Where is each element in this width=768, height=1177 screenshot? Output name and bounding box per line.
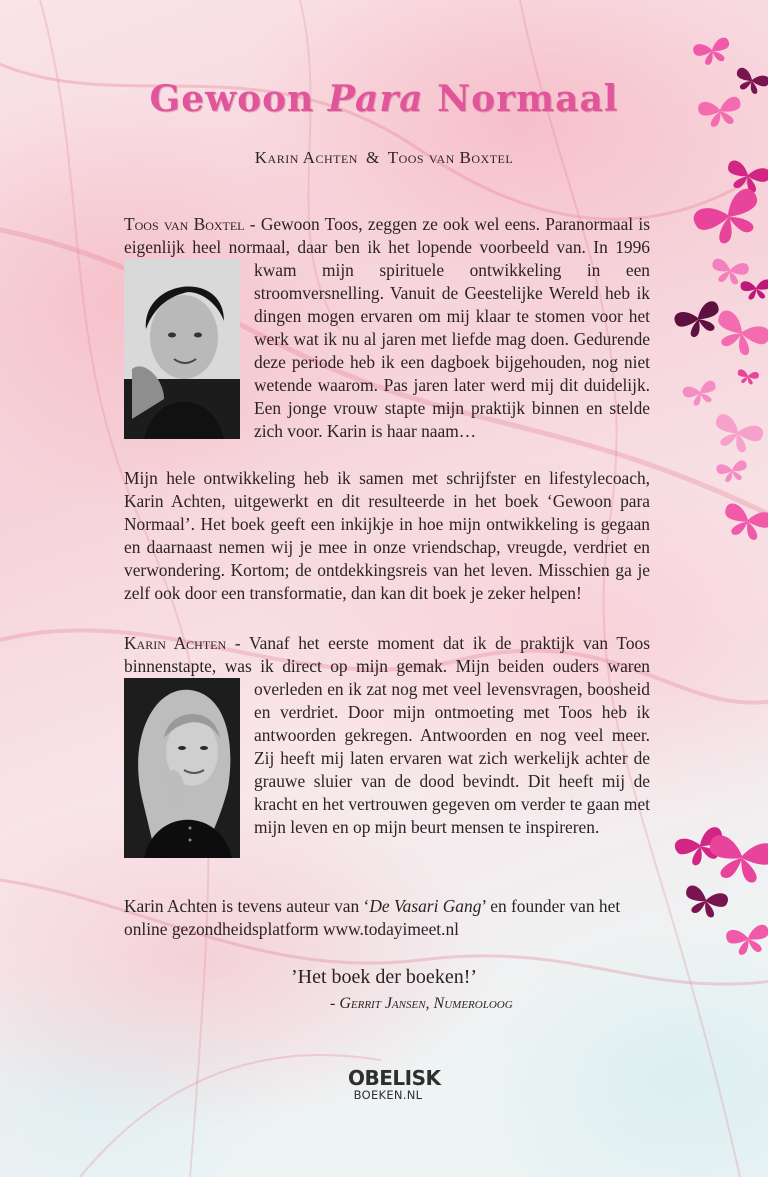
section-development bbox=[124, 467, 650, 605]
author-karin: Karin Achten bbox=[254, 148, 358, 167]
title-gewoon: Gewoon bbox=[149, 78, 315, 120]
quote-attribution: - Gerrit Jansen, Numeroloog bbox=[330, 995, 513, 1012]
book-title: De Vasari Gang bbox=[369, 896, 482, 916]
quote-text: ’Het boek der boeken!’ bbox=[290, 966, 478, 988]
page-title bbox=[0, 78, 768, 120]
toos-paragraph bbox=[124, 213, 650, 443]
photo-karin bbox=[124, 678, 240, 858]
author-note-end: ’ en founder van het online gezondheidsplatform www.todayimeet.nl bbox=[124, 896, 621, 939]
ampersand: & bbox=[365, 148, 380, 167]
author-note bbox=[124, 895, 650, 941]
logo-main: OBELISK bbox=[348, 1066, 441, 1090]
photo-toos bbox=[124, 259, 240, 439]
authors-line bbox=[0, 148, 768, 168]
logo-sub: BOEKEN.NL bbox=[353, 1088, 423, 1102]
toos-name-label: Toos van Boxtel bbox=[124, 214, 245, 234]
karin-paragraph bbox=[124, 632, 650, 839]
section-karin bbox=[124, 632, 650, 860]
author-toos: Toos van Boxtel bbox=[387, 148, 514, 167]
section-toos-text bbox=[124, 213, 650, 443]
karin-name-label: Karin Achten bbox=[124, 633, 227, 653]
section-author-note bbox=[124, 895, 650, 941]
author-note-start: Karin Achten is tevens auteur van ‘ bbox=[124, 896, 370, 916]
title-normaal: Normaal bbox=[437, 78, 619, 120]
toos-text: - Gewoon Toos, zeggen ze ook wel eens. Paranormaal is eigenlijk heel normaal, daar ben ik het lopende voorbeeld van. In 1996 kwam mijn spirituele ontwikkeling in een stroomversnelling. Vanuit de Geestelijke Wereld heb ik dingen mogen ervaren om mij klaar te stomen voor het werk wat ik nu al jaren met liefde mag doen. Gedurende deze periode heb ik een dagboek bijgehouden, nog niet wetende waarom. Pas jaren later werd mij dit duidelijk. Een jonge vrouw stapte mijn praktijk binnen en stelde zich voor. Karin is haar naam… bbox=[124, 214, 650, 441]
karin-text: - Vanaf het eerste moment dat ik de praktijk van Toos binnenstapte, was ik direct op mijn gemak. Mijn beiden ouders waren overleden en ik zat nog met veel levensvragen, boosheid en verdriet. Door mijn ontmoeting met Toos heb ik antwoorden gekregen. Antwoorden en nog veel meer. Zij heeft mij laten ervaren wat zich werkelijk achter de grauwe sluier van de dood bevindt. Dit heeft mij de kracht en het vertrouwen gegeven om verder te gaan met mijn leven en op mijn beurt mensen te inspireren. bbox=[124, 633, 650, 837]
title-para: Para bbox=[327, 78, 424, 120]
development-paragraph: Mijn hele ontwikkeling heb ik samen met schrijfster en lifestylecoach, Karin Achten, uitgewerkt en dit resulteerde in het boek ‘Gewoon para Normaal’. Het boek geeft een inkijkje in hoe mijn ontwikkeling is gegaan en daarnaast nemen wij je mee in onze vriendschap, vreugde, verdriet en verwondering. Kortom; de ontdekkingsreis van het leven. Misschien ga je zelf ook door een transformatie, dan kan dit boek je zeker helpen! bbox=[124, 468, 650, 603]
publisher-logo bbox=[348, 1066, 441, 1102]
